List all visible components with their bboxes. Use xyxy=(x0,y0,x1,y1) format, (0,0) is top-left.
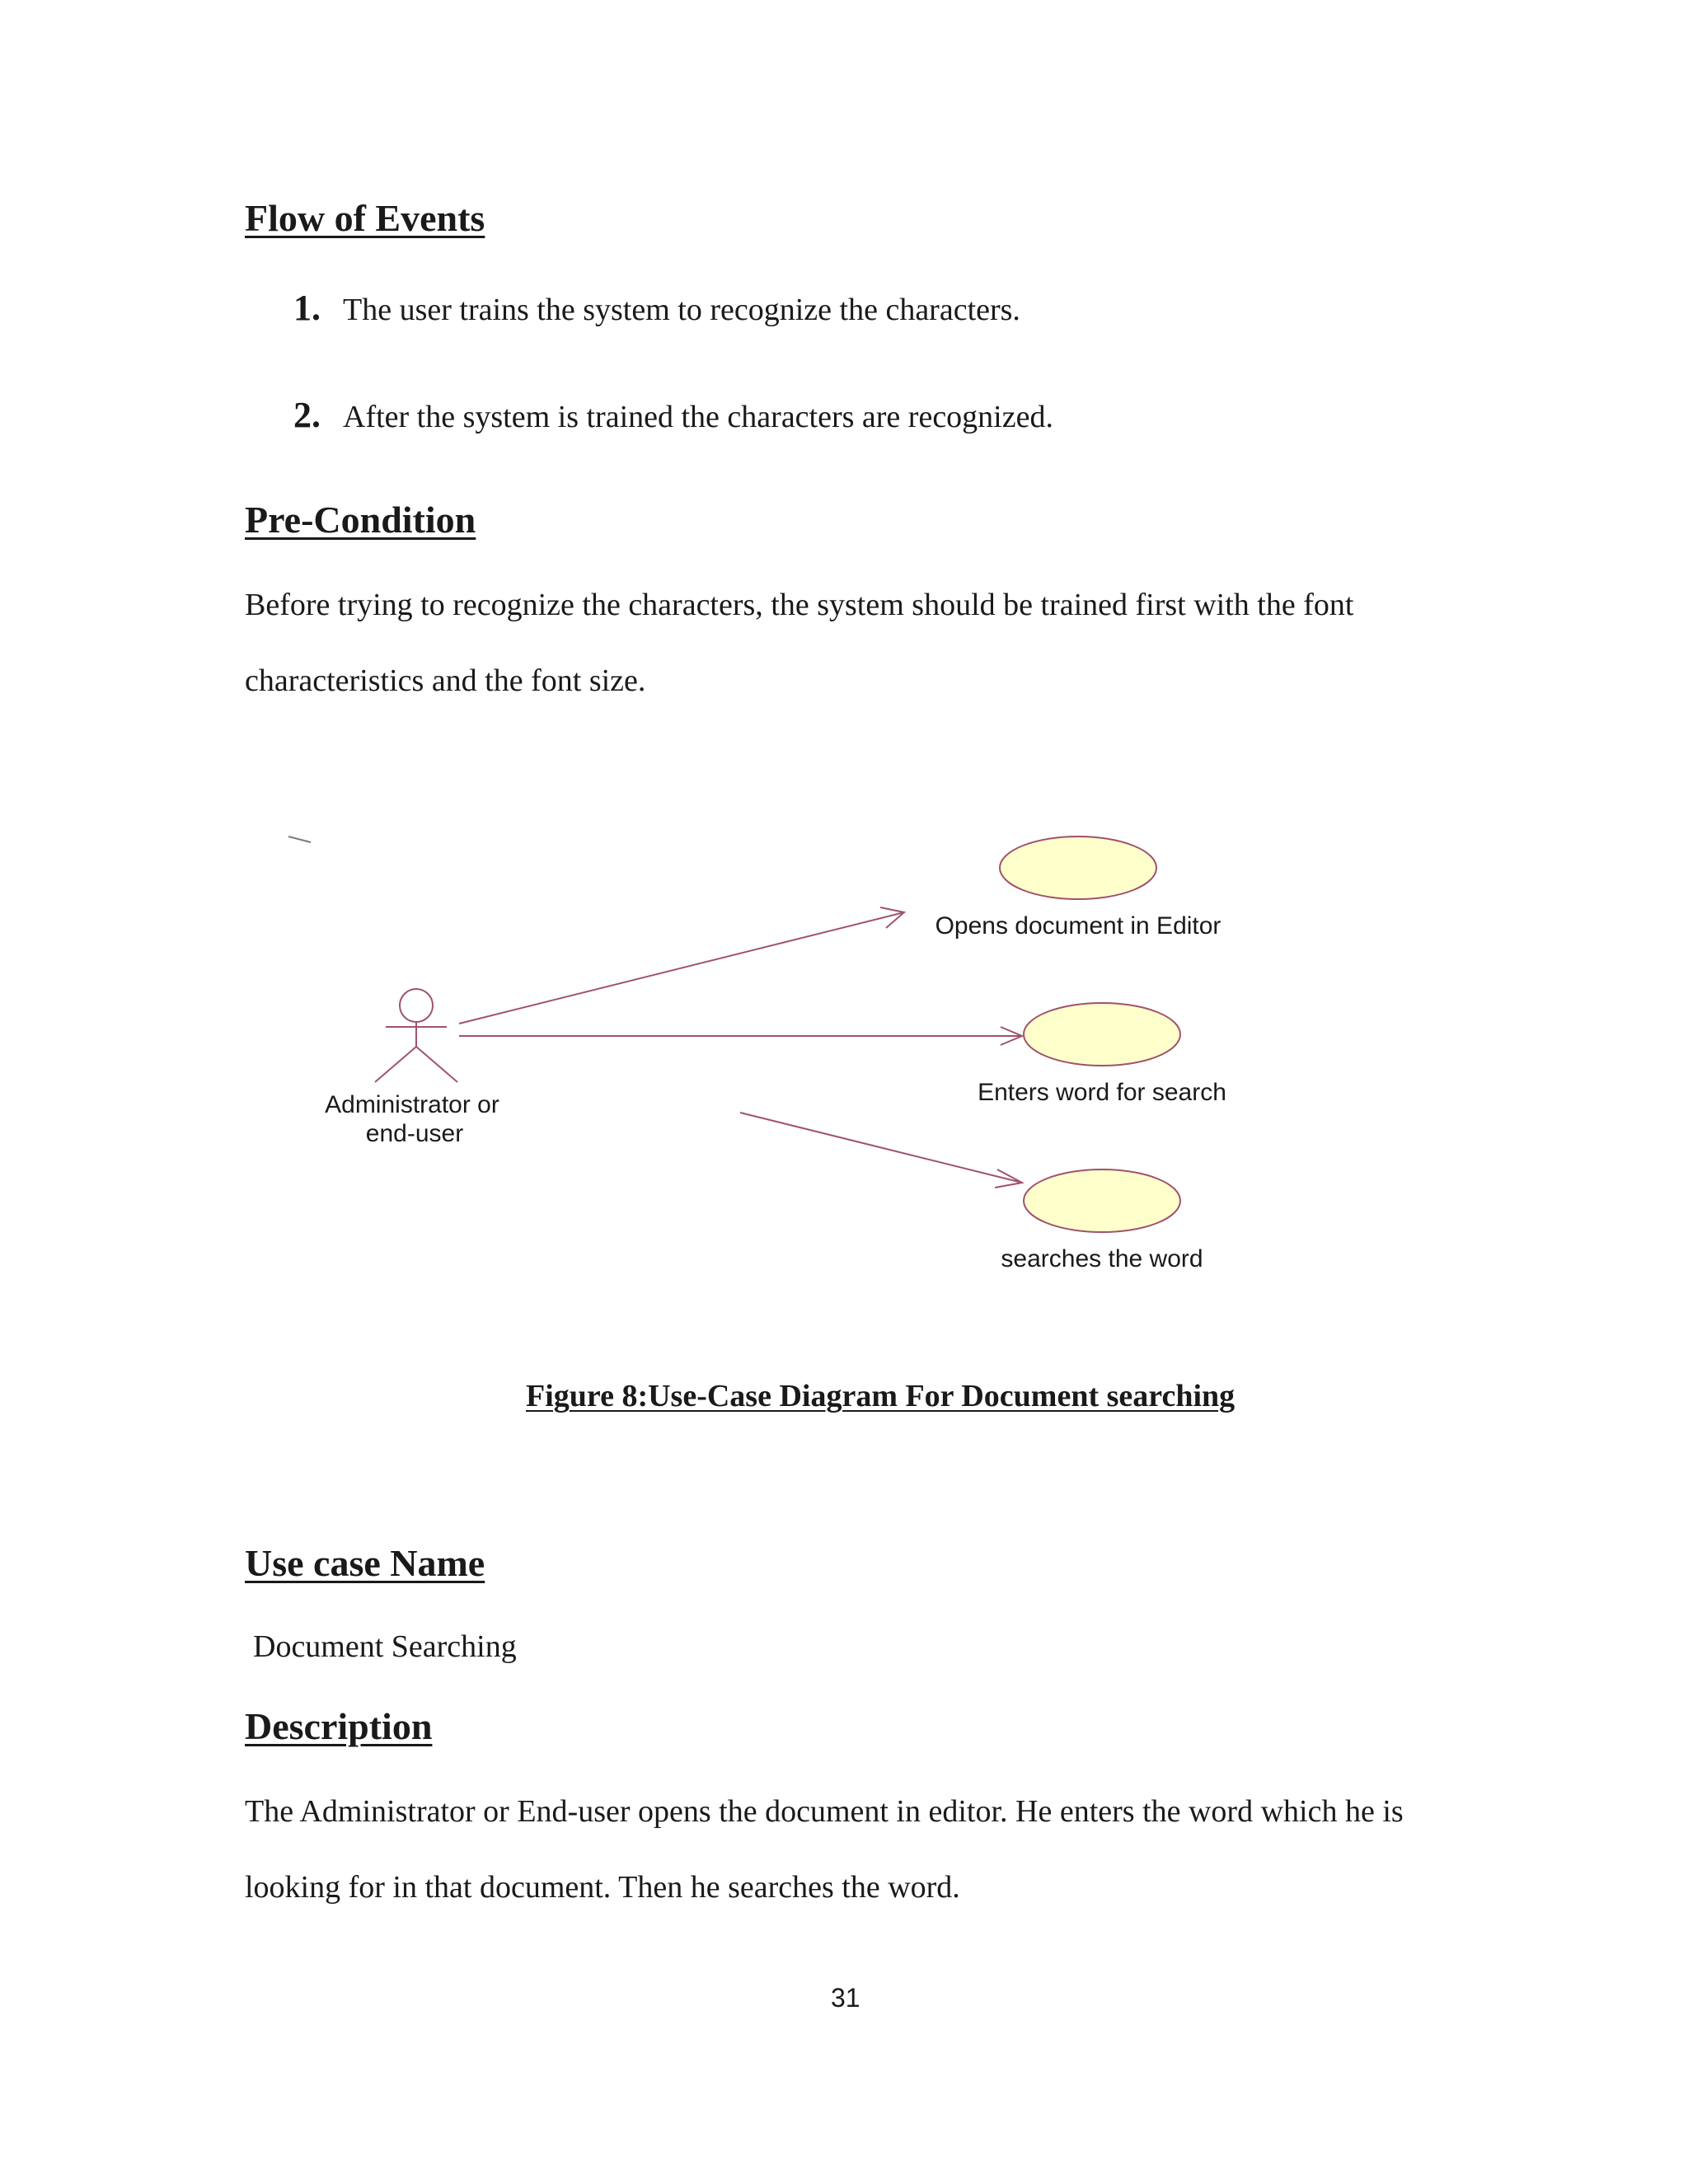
use-case-ellipse-search-word xyxy=(1024,1169,1180,1232)
flow-item-1 xyxy=(293,287,1020,329)
arrow-to-open-document xyxy=(459,912,904,1024)
heading-pre-condition: Pre-Condition xyxy=(245,499,476,541)
list-item-text: After the system is trained the characters are recognized. xyxy=(343,400,1053,434)
actor-icon xyxy=(375,989,457,1082)
use-case-label-search-word: searches the word xyxy=(1001,1245,1203,1272)
use-case-label-open-document: Opens document in Editor xyxy=(935,912,1221,940)
list-number: 2. xyxy=(293,395,321,435)
figure-caption: Figure 8:Use-Case Diagram For Document searching xyxy=(526,1379,1236,1413)
description-text: The Administrator or End-user opens the document in editor. He enters the word which he is looking for in that document. Then he searches the word. xyxy=(245,1794,1404,1905)
use-case-ellipse-open-document xyxy=(1000,837,1156,899)
use-case-name-text: Document Searching xyxy=(253,1629,517,1664)
actor-label-line2: end-user xyxy=(365,1120,464,1147)
use-case-diagram xyxy=(0,808,1688,1302)
pre-condition-text: Before trying to recognize the characters, the system should be trained first with the font characteristics and the font size. xyxy=(245,588,1354,698)
arrow-to-search-word xyxy=(740,1113,1022,1183)
flow-item-2 xyxy=(293,394,1053,436)
list-number: 1. xyxy=(293,288,321,328)
use-case-label-enter-word: Enters word for search xyxy=(978,1079,1226,1106)
heading-use-case-name: Use case Name xyxy=(245,1542,485,1584)
list-item-text: The user trains the system to recognize the characters. xyxy=(343,293,1020,327)
heading-flow-of-events: Flow of Events xyxy=(245,197,485,239)
actor-label-line1: Administrator or xyxy=(325,1091,499,1118)
heading-description: Description xyxy=(245,1705,433,1747)
stray-mark xyxy=(288,837,311,842)
page-number: 31 xyxy=(831,1983,860,2013)
use-case-ellipse-enter-word xyxy=(1024,1003,1180,1066)
